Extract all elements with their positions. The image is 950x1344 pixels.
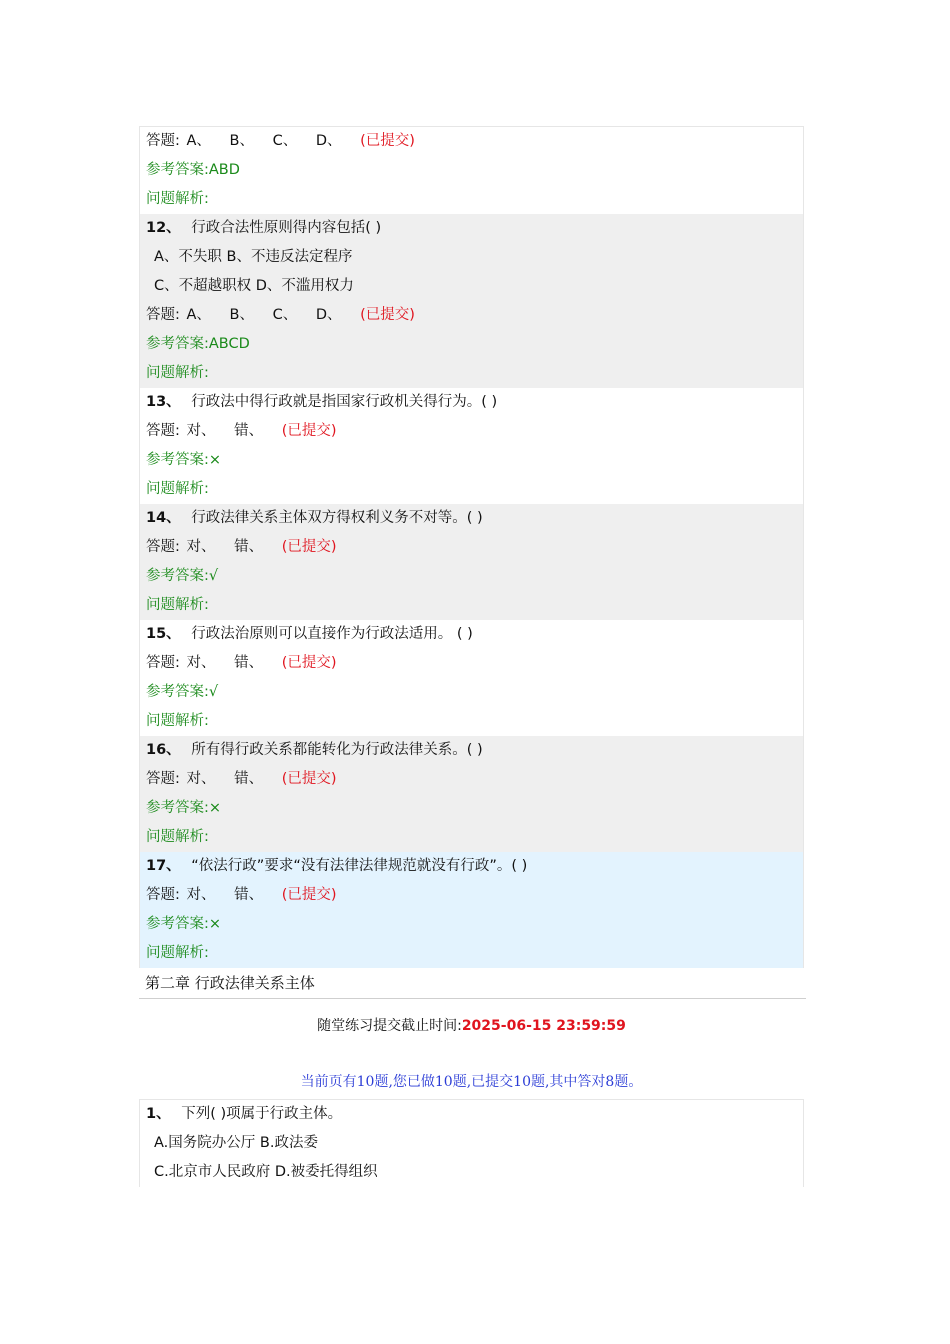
analysis-label: 问题解析: <box>146 713 209 729</box>
exercise-list <box>139 126 804 1187</box>
choice-b[interactable]: B、 <box>229 307 254 323</box>
choice-true[interactable]: 对、 <box>186 539 216 555</box>
submitted-status: (已提交) <box>360 307 415 323</box>
question-number: 1、 <box>146 1106 171 1122</box>
question-number: 16、 <box>146 742 181 758</box>
question-number: 15、 <box>146 626 181 642</box>
choice-d[interactable]: D、 <box>315 133 342 149</box>
question-17 <box>140 852 803 968</box>
question-stem <box>146 388 797 417</box>
answer-row <box>146 765 797 794</box>
reference-answer: 参考答案:ABCD <box>146 336 250 352</box>
question-text: 下列( )项属于行政主体。 <box>181 1106 343 1122</box>
question-text: 所有得行政关系都能转化为行政法律关系。( ) <box>191 742 483 758</box>
answer-row <box>146 649 797 678</box>
options-line-2: C.北京市人民政府 D.被委托得组织 <box>154 1164 378 1180</box>
submitted-status: (已提交) <box>281 655 337 671</box>
answer-row <box>146 301 797 330</box>
reference-answer: 参考答案:ABD <box>146 162 240 178</box>
question-text: 行政合法性原则得内容包括( ) <box>191 220 382 236</box>
choice-true[interactable]: 对、 <box>186 655 216 671</box>
question-13 <box>140 388 803 504</box>
answer-label: 答题: <box>146 423 180 439</box>
page-summary: 当前页有10题,您已做10题,已提交10题,其中答对8题。 <box>300 1074 643 1090</box>
chapter-title: 第二章 行政法律关系主体 <box>139 968 806 999</box>
question-12 <box>140 214 803 388</box>
reference-answer: 参考答案:× <box>146 800 222 816</box>
answer-label: 答题: <box>146 307 180 323</box>
options-line-1: A.国务院办公厅 B.政法委 <box>154 1135 318 1151</box>
answer-label: 答题: <box>146 887 180 903</box>
answer-row <box>146 533 797 562</box>
reference-answer: 参考答案:√ <box>146 568 219 584</box>
deadline-time: 2025-06-15 23:59:59 <box>461 1018 626 1034</box>
analysis-label: 问题解析: <box>146 481 209 497</box>
reference-answer: 参考答案:× <box>146 916 222 932</box>
question-15 <box>140 620 803 736</box>
question-1 <box>140 1100 803 1187</box>
analysis-label: 问题解析: <box>146 597 209 613</box>
choice-true[interactable]: 对、 <box>186 771 216 787</box>
submitted-status: (已提交) <box>281 887 337 903</box>
answer-label: 答题: <box>146 133 180 149</box>
question-stem <box>146 214 797 243</box>
question-text: 行政法治原则可以直接作为行政法适用。 ( ) <box>191 626 473 642</box>
question-stem <box>146 736 797 765</box>
reference-answer: 参考答案:√ <box>146 684 219 700</box>
question-text: 行政法律关系主体双方得权利义务不对等。( ) <box>191 510 483 526</box>
choice-true[interactable]: 对、 <box>186 423 216 439</box>
question-text: “依法行政”要求“没有法律法律规范就没有行政”。( ) <box>191 858 528 874</box>
analysis-label: 问题解析: <box>146 365 209 381</box>
submitted-status: (已提交) <box>281 771 337 787</box>
options-line-2: C、不超越职权 D、不滥用权力 <box>154 278 354 294</box>
analysis-label: 问题解析: <box>146 829 209 845</box>
question-stem <box>146 504 797 533</box>
submitted-status: (已提交) <box>281 539 337 555</box>
choice-a[interactable]: A、 <box>186 307 211 323</box>
answer-label: 答题: <box>146 539 180 555</box>
question-number: 13、 <box>146 394 181 410</box>
choice-d[interactable]: D、 <box>315 307 342 323</box>
question-16 <box>140 736 803 852</box>
submitted-status: (已提交) <box>360 133 415 149</box>
questions-block-chapter1 <box>139 126 804 968</box>
choice-b[interactable]: B、 <box>229 133 254 149</box>
question-text: 行政法中得行政就是指国家行政机关得行为。( ) <box>191 394 498 410</box>
choice-false[interactable]: 错、 <box>234 887 264 903</box>
question-stem <box>146 852 797 881</box>
choice-c[interactable]: C、 <box>272 133 298 149</box>
choice-c[interactable]: C、 <box>272 307 298 323</box>
answer-row <box>146 127 797 156</box>
answer-row <box>146 417 797 446</box>
question-14 <box>140 504 803 620</box>
question-number: 14、 <box>146 510 181 526</box>
choice-false[interactable]: 错、 <box>234 423 264 439</box>
deadline-label: 随堂练习提交截止时间: <box>317 1018 462 1034</box>
question-number: 12、 <box>146 220 181 236</box>
submitted-status: (已提交) <box>281 423 337 439</box>
choice-false[interactable]: 错、 <box>234 655 264 671</box>
deadline-notice <box>139 1015 804 1037</box>
options-line-1: A、不失职 B、不违反法定程序 <box>154 249 353 265</box>
answer-label: 答题: <box>146 771 180 787</box>
reference-answer: 参考答案:× <box>146 452 222 468</box>
question-11-tail <box>140 127 803 214</box>
answer-row <box>146 881 797 910</box>
analysis-label: 问题解析: <box>146 945 209 961</box>
choice-false[interactable]: 错、 <box>234 539 264 555</box>
answer-label: 答题: <box>146 655 180 671</box>
analysis-label: 问题解析: <box>146 191 209 207</box>
choice-a[interactable]: A、 <box>186 133 211 149</box>
choice-true[interactable]: 对、 <box>186 887 216 903</box>
questions-block-chapter2 <box>139 1099 804 1187</box>
question-stem <box>146 1100 797 1129</box>
question-number: 17、 <box>146 858 181 874</box>
choice-false[interactable]: 错、 <box>234 771 264 787</box>
question-stem <box>146 620 797 649</box>
